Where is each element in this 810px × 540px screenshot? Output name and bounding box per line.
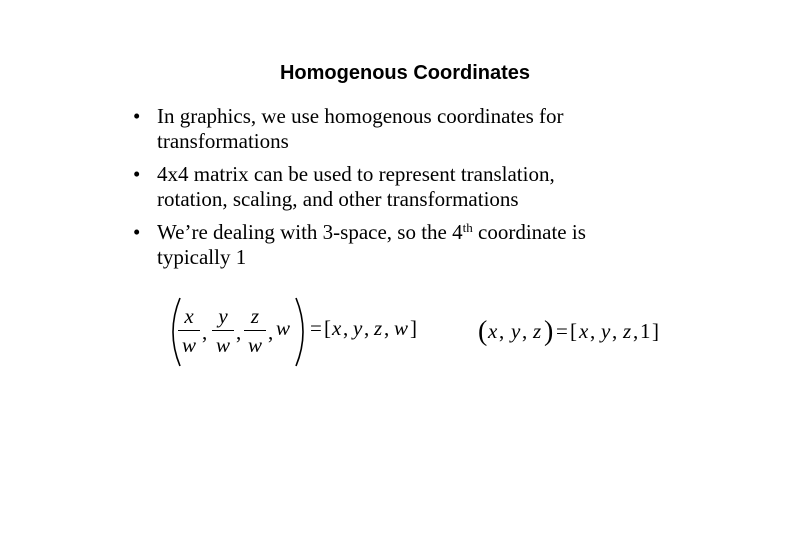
fraction-z-over-w <box>244 304 266 357</box>
rhs-w: w <box>394 316 409 340</box>
equals-sign: = <box>310 316 322 340</box>
slide-title: Homogenous Coordinates <box>279 62 530 84</box>
bullet-item <box>133 104 693 154</box>
denominator: w <box>181 333 196 357</box>
equation-cartesian-to-homogeneous <box>478 315 678 355</box>
comma: , <box>364 316 370 340</box>
bracket-open: [ <box>570 319 577 343</box>
rhs-z: z <box>623 319 632 343</box>
bullet-text-line: typically 1 <box>157 245 247 269</box>
right-paren-icon <box>292 296 312 368</box>
comma: , <box>499 319 505 343</box>
comma: , <box>202 320 208 344</box>
comma: , <box>268 320 274 344</box>
paren-close: ) <box>544 316 554 347</box>
bullet-dot-icon: • <box>133 104 141 128</box>
bullet-dot-icon: • <box>133 162 141 186</box>
denominator: w <box>247 333 262 357</box>
comma: , <box>590 319 596 343</box>
bracket-close: ] <box>410 316 417 340</box>
bracket-open: [ <box>324 316 331 340</box>
bullet-text-line <box>157 220 693 245</box>
lhs-y: y <box>511 319 521 343</box>
var-w: w <box>276 316 291 340</box>
numerator: x <box>184 304 194 328</box>
rhs-x: x <box>579 319 589 343</box>
lhs-x: x <box>488 319 498 343</box>
comma: , <box>236 320 242 344</box>
bullet-item <box>133 220 693 270</box>
comma: , <box>384 316 390 340</box>
fraction-x-over-w <box>178 304 200 357</box>
rhs-x: x <box>332 316 342 340</box>
fraction-bar <box>244 330 266 331</box>
bullet-text-line: In graphics, we use homogenous coordinates for <box>157 104 564 128</box>
equation-homogeneous-to-cartesian <box>164 296 434 368</box>
bullet-text-line: transformations <box>157 129 289 153</box>
denominator: w <box>215 333 230 357</box>
rhs-z: z <box>374 316 383 340</box>
paren-open: ( <box>478 316 488 347</box>
rhs-one: 1 <box>640 319 651 343</box>
comma: , <box>522 319 528 343</box>
fraction-y-over-w <box>212 304 234 357</box>
equals-sign: = <box>556 319 568 343</box>
numerator: z <box>250 304 260 328</box>
bullet-text-segment: We’re dealing with 3-space, so the 4 <box>157 220 463 244</box>
lhs-z: z <box>533 319 542 343</box>
bracket-close: ] <box>652 319 659 343</box>
fraction-bar <box>178 330 200 331</box>
fraction-bar <box>212 330 234 331</box>
rhs-y: y <box>601 319 611 343</box>
comma: , <box>633 319 639 343</box>
bullet-dot-icon: • <box>133 220 141 244</box>
bullet-text-line: rotation, scaling, and other transformations <box>157 187 519 211</box>
bullet-item <box>133 162 693 212</box>
comma: , <box>343 316 349 340</box>
bullet-text-segment: coordinate is <box>472 220 586 244</box>
comma: , <box>612 319 618 343</box>
superscript-th: th <box>462 220 473 235</box>
bullet-list <box>133 104 693 278</box>
rhs-y: y <box>353 316 363 340</box>
numerator: y <box>218 304 228 328</box>
bullet-text-line: 4x4 matrix can be used to represent translation, <box>157 162 555 186</box>
